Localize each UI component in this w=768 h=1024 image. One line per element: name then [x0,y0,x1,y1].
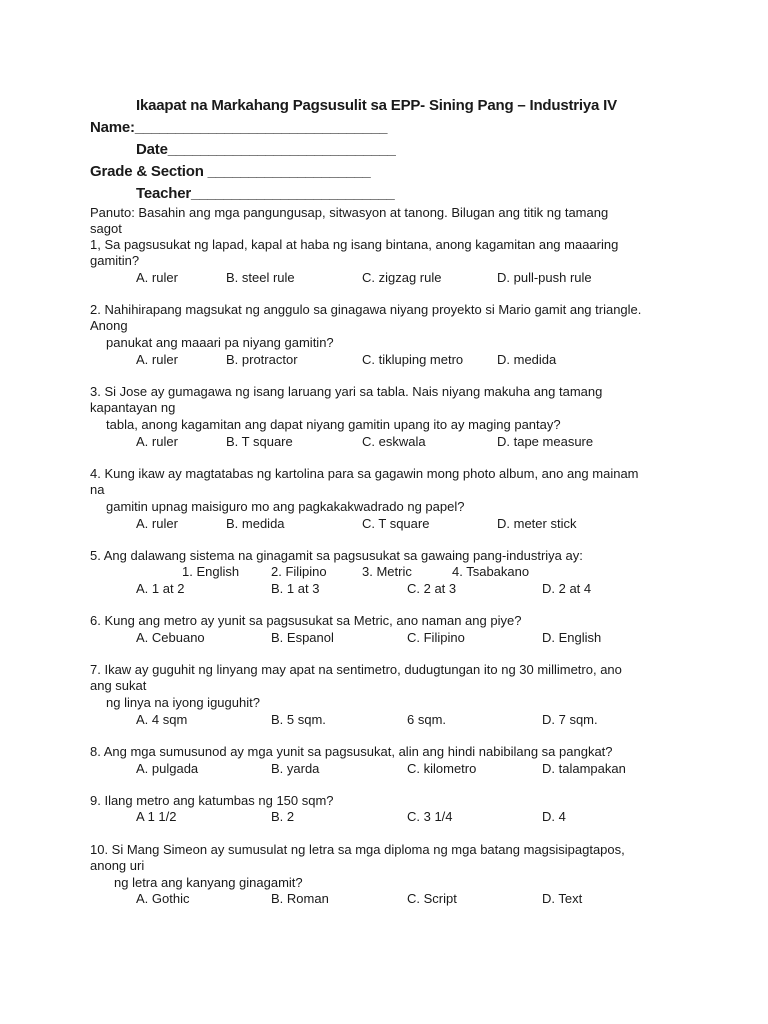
instructions: Panuto: Basahin ang mga pangungusap, sitwasyon at tanong. Bilugan ang titik ng tamang [90,205,609,220]
q9-choice-c: C. 3 1/4 [407,809,453,824]
teacher-field: Teacher_________________________ [136,185,395,202]
q1-choice-c: C. zigzag rule [362,270,442,285]
question-7-cont: ang sukat [90,678,147,693]
question-5: 5. Ang dalawang sistema na ginagamit sa pagsusukat sa gawaing pang-industriya ay: [90,548,583,563]
date-field: Date____________________________ [136,141,396,158]
question-10-cont: anong uri [90,858,145,873]
q7-choice-b: B. 5 sqm. [271,712,326,727]
q2-choice-c: C. tikluping metro [362,352,464,367]
q2-choice-b: B. protractor [226,352,298,367]
q8-choice-c: C. kilometro [407,761,477,776]
q5-choice-b: B. 1 at 3 [271,581,320,596]
q4-choice-a: A. ruler [136,516,178,531]
q4-choice-d: D. meter stick [497,516,577,531]
name-field: Name:_______________________________ [90,119,388,136]
q4-choice-c: C. T square [362,516,430,531]
q9-choice-a: A 1 1/2 [136,809,177,824]
q8-choice-a: A. pulgada [136,761,199,776]
q3-choice-b: B. T square [226,434,293,449]
q5-choice-d: D. 2 at 4 [542,581,592,596]
question-4-cont: na [90,482,105,497]
q5-option-1: 1. English [182,564,240,579]
q10-choice-a: A. Gothic [136,891,190,906]
question-2-cont: panukat ang maaari pa niyang gamitin? [106,335,334,350]
q9-choice-b: B. 2 [271,809,295,824]
question-10: 10. Si Mang Simeon ay sumusulat ng letra sa mga diploma ng mga batang magsisipagtapos, [90,842,625,857]
q1-choice-a: A. ruler [136,270,178,285]
q10-choice-d: D. Text [542,891,583,906]
q10-choice-b: B. Roman [271,891,329,906]
question-1: 1, Sa pagsusukat ng lapad, kapal at haba ng isang bintana, anong kagamitan ang maaaring [90,237,619,252]
question-4-cont: gamitin upnag maisiguro mo ang pagkakakwadrado ng papel? [106,499,465,514]
q5-choice-c: C. 2 at 3 [407,581,457,596]
question-10-cont: ng letra ang kanyang ginagamit? [114,875,303,890]
q2-choice-d: D. medida [497,352,557,367]
q8-choice-b: B. yarda [271,761,320,776]
q9-choice-d: D. 4 [542,809,566,824]
exam-title: Ikaapat na Markahang Pagsusulit sa EPP- Sining Pang – Industriya IV [136,97,617,114]
q7-choice-d: D. 7 sqm. [542,712,598,727]
question-7: 7. Ikaw ay guguhit ng linyang may apat na sentimetro, dudugtungan ito ng 30 millimetro, ano [90,662,622,677]
q5-option-2: 2. Filipino [271,564,327,579]
q8-choice-d: D. talampakan [542,761,626,776]
instructions-cont: sagot [90,221,122,236]
q7-choice-a: A. 4 sqm [136,712,188,727]
q3-choice-a: A. ruler [136,434,178,449]
q2-choice-a: A. ruler [136,352,178,367]
q5-option-3: 3. Metric [362,564,412,579]
q5-choice-a: A. 1 at 2 [136,581,185,596]
grade-section-field: Grade & Section ____________________ [90,163,371,180]
q7-choice-c: 6 sqm. [407,712,447,727]
q1-choice-b: B. steel rule [226,270,295,285]
question-8: 8. Ang mga sumusunod ay mga yunit sa pagsusukat, alin ang hindi nabibilang sa pangkat? [90,744,613,759]
q3-choice-c: C. eskwala [362,434,426,449]
question-1-cont: gamitin? [90,253,140,268]
q4-choice-b: B. medida [226,516,285,531]
question-4: 4. Kung ikaw ay magtatabas ng kartolina para sa gagawin mong photo album, ano ang mainam [90,466,639,481]
q6-choice-d: D. English [542,630,602,645]
question-3-cont: kapantayan ng [90,400,176,415]
question-7-cont: ng linya na iyong iguguhit? [106,695,260,710]
question-6: 6. Kung ang metro ay yunit sa pagsusukat sa Metric, ano naman ang piye? [90,613,522,628]
q5-option-4: 4. Tsabakano [452,564,530,579]
q3-choice-d: D. tape measure [497,434,594,449]
q6-choice-c: C. Filipino [407,630,465,645]
question-2-cont: Anong [90,318,128,333]
q6-choice-a: A. Cebuano [136,630,205,645]
question-2: 2. Nahihirapang magsukat ng anggulo sa ginagawa niyang proyekto si Mario gamit ang triangle. [90,302,642,317]
question-3-cont: tabla, anong kagamitan ang dapat niyang gamitin upang ito ay maging pantay? [106,417,561,432]
q1-choice-d: D. pull-push rule [497,270,592,285]
question-3: 3. Si Jose ay gumagawa ng isang laruang yari sa tabla. Nais niyang makuha ang tamang [90,384,603,399]
q6-choice-b: B. Espanol [271,630,334,645]
q10-choice-c: C. Script [407,891,457,906]
question-9: 9. Ilang metro ang katumbas ng 150 sqm? [90,793,334,808]
